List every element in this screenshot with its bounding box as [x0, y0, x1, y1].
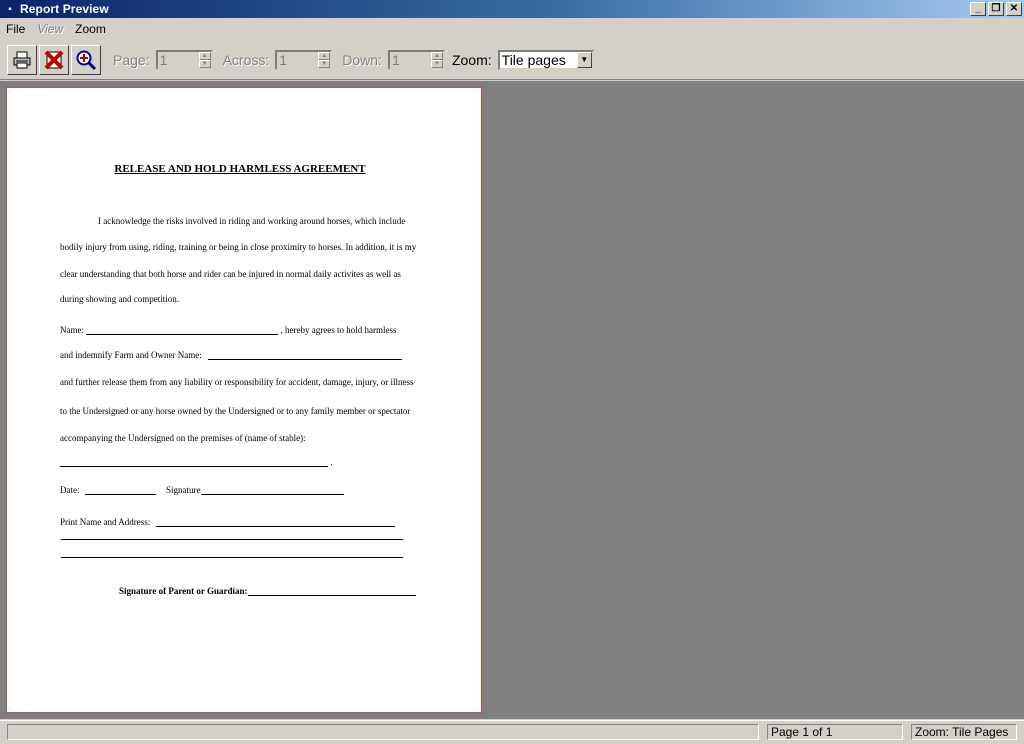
page-input[interactable]: [158, 52, 199, 68]
stable-line: [60, 457, 333, 467]
close-preview-icon: [43, 49, 65, 71]
menu-view[interactable]: View: [37, 21, 64, 36]
across-label: Across:: [222, 51, 270, 68]
indemnify-line: [60, 350, 402, 360]
guardian-blank: [248, 587, 416, 596]
paragraph-line: bodily injury from using, riding, training or being in close proximity to horses. In addition, it is my: [60, 242, 417, 252]
spin-up-icon[interactable]: ▲: [431, 52, 443, 60]
across-spinner[interactable]: [275, 50, 332, 70]
address-line: [61, 557, 403, 558]
minimize-button[interactable]: _: [970, 2, 986, 16]
zoom-select-value: Tile pages: [501, 51, 566, 68]
stable-period: .: [330, 457, 333, 467]
zoom-select[interactable]: [498, 50, 594, 70]
zoom-label: Zoom:: [451, 51, 492, 68]
spin-up-icon[interactable]: ▲: [199, 52, 211, 60]
status-zoom: Zoom: Tile Pages: [911, 724, 1017, 740]
down-input[interactable]: [390, 52, 431, 68]
report-page: [6, 87, 482, 713]
restore-button[interactable]: ❐: [988, 2, 1004, 16]
print-name-label: Print Name and Address:: [60, 517, 151, 527]
name-blank: [86, 326, 278, 335]
status-bar: [0, 720, 1024, 744]
toolbar: [0, 40, 1024, 80]
menu-zoom[interactable]: Zoom: [75, 21, 106, 36]
menu-file[interactable]: File: [6, 21, 26, 36]
name-label: Name:: [60, 325, 84, 335]
status-page: Page 1 of 1: [767, 724, 903, 740]
signature-label: Signature: [166, 485, 201, 495]
name-suffix: , hereby agrees to hold harmless: [280, 325, 397, 335]
date-blank: [85, 486, 156, 495]
down-spinner[interactable]: [388, 50, 445, 70]
signature-blank: [201, 486, 344, 495]
paragraph-line: accompanying the Undersigned on the premises of (name of stable):: [60, 433, 306, 443]
status-main: [7, 724, 759, 740]
address-line: [61, 539, 403, 540]
app-icon[interactable]: ▪: [8, 3, 12, 15]
date-signature-line: [60, 485, 344, 495]
chevron-down-icon[interactable]: ▼: [577, 52, 592, 68]
down-label: Down:: [342, 51, 382, 68]
magnifier-icon: [75, 49, 97, 71]
farm-owner-blank: [208, 351, 402, 360]
printer-icon: [12, 50, 32, 70]
spin-down-icon[interactable]: ▼: [431, 60, 443, 68]
paragraph-line: during showing and competition.: [60, 294, 179, 304]
menu-bar: [0, 19, 1024, 38]
close-button[interactable]: ✕: [1006, 2, 1022, 16]
paragraph-line: I acknowledge the risks involved in riding and working around horses, which include: [98, 216, 406, 226]
stable-blank: [60, 458, 328, 467]
across-input[interactable]: [277, 52, 318, 68]
spin-down-icon[interactable]: ▼: [199, 60, 211, 68]
paragraph-line: clear understanding that both horse and rider can be injured in normal daily activites as well as: [60, 269, 401, 279]
print-button[interactable]: [7, 45, 37, 75]
spin-up-icon[interactable]: ▲: [318, 52, 330, 60]
guardian-line: [119, 586, 416, 596]
date-label: Date:: [60, 485, 80, 495]
name-line: [60, 325, 396, 335]
preview-area[interactable]: [0, 81, 1024, 719]
page-spinner[interactable]: [156, 50, 213, 70]
title-bar: [0, 0, 1024, 18]
page-label: Page:: [113, 51, 150, 68]
print-name-line: [60, 517, 395, 527]
spin-down-icon[interactable]: ▼: [318, 60, 330, 68]
close-preview-button[interactable]: [39, 45, 69, 75]
indemnify-label: and indemnify Farm and Owner Name:: [60, 350, 202, 360]
window-title: Report Preview: [20, 2, 109, 16]
print-name-blank: [156, 518, 395, 527]
paragraph-line: and further release them from any liability or responsibility for accident, damage, injury, or illness: [60, 377, 414, 387]
guardian-label: Signature of Parent or Guardian:: [119, 586, 248, 596]
document-title: RELEASE AND HOLD HARMLESS AGREEMENT: [114, 163, 366, 175]
paragraph-line: to the Undersigned or any horse owned by the Undersigned or to any family member or spectator: [60, 406, 411, 416]
zoom-button[interactable]: [71, 45, 101, 75]
